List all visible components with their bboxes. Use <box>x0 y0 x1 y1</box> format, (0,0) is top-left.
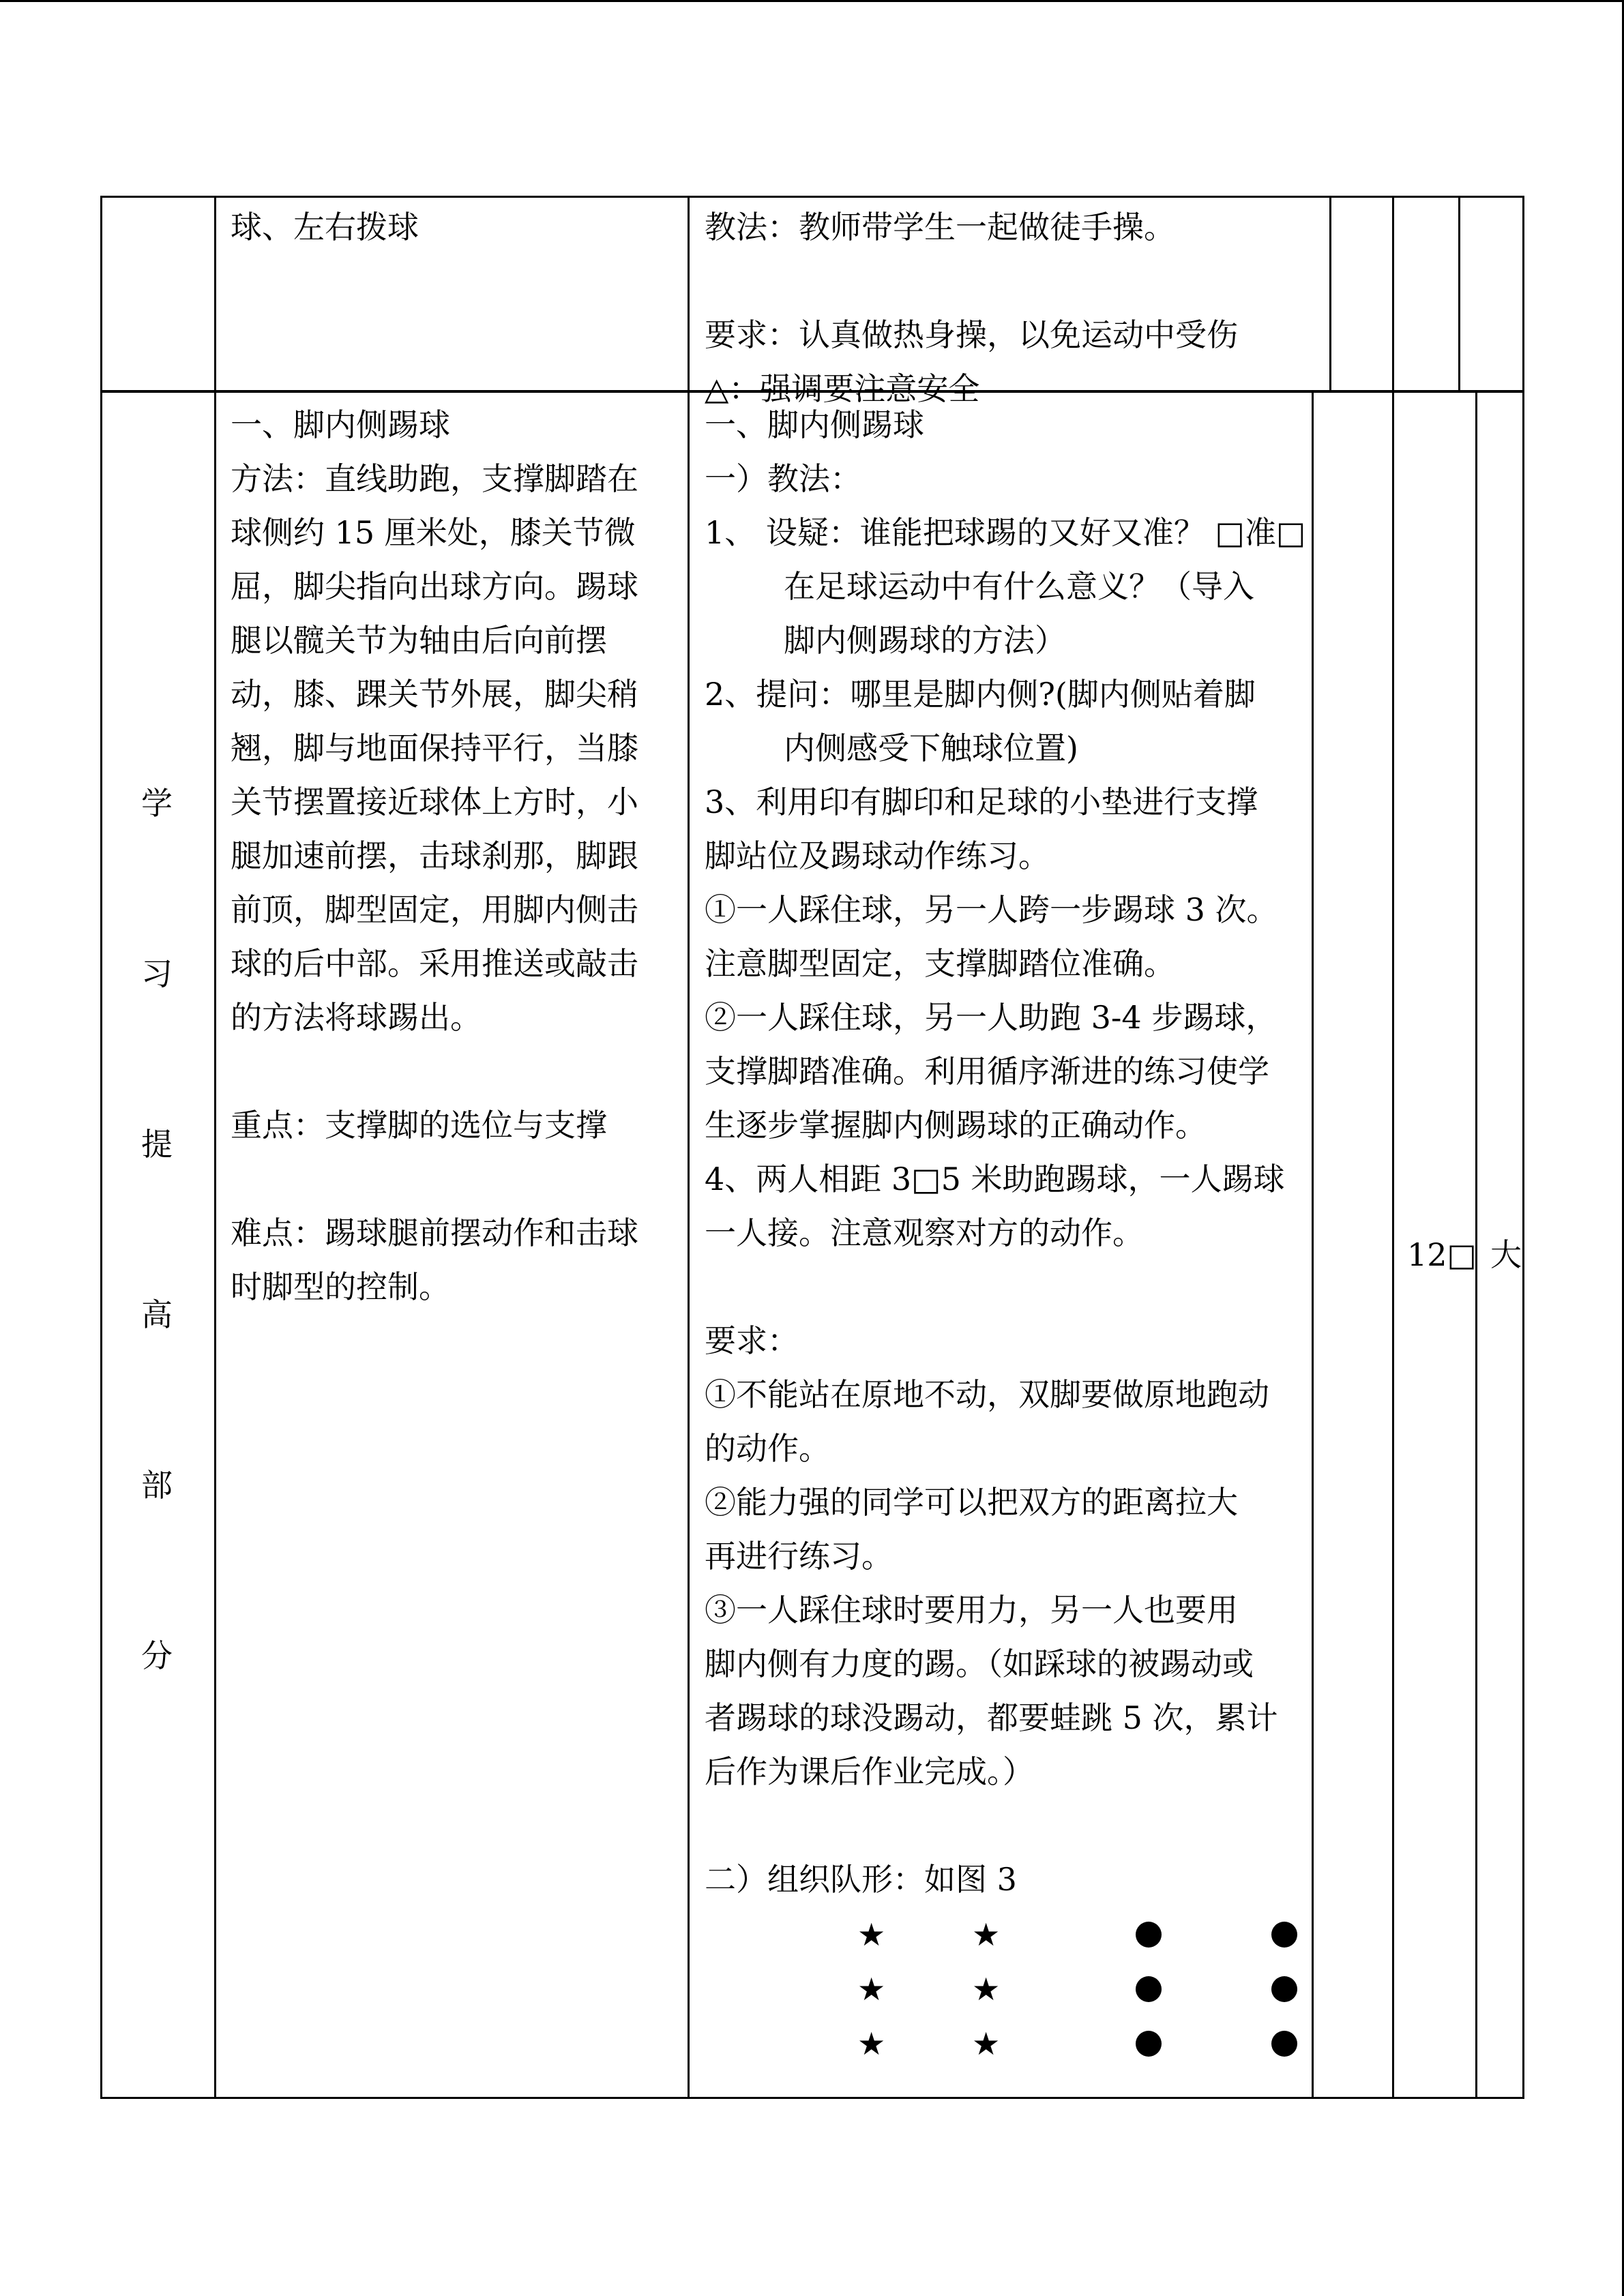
content-line: 翘，脚与地面保持平行，当膝 <box>231 730 638 766</box>
column-divider <box>1312 393 1314 2097</box>
method-line: 支撑脚踏准确。利用循序渐进的练习使学 <box>705 1053 1269 1090</box>
content-line: 一、脚内侧踢球 <box>231 406 450 443</box>
intensity-cell: 大 <box>1490 1236 1522 1273</box>
method-line: 要求：认真做热身操，以免运动中受伤 <box>705 316 1238 353</box>
column-divider <box>214 393 216 2097</box>
section-label-char: 习 <box>141 955 173 992</box>
method-line: △：强调要注意安全 <box>705 370 980 407</box>
formation-dot <box>1136 1922 1162 1948</box>
content-line: 时脚型的控制。 <box>231 1268 450 1305</box>
method-line: 2、提问：哪里是脚内侧?(脚内侧贴着脚 <box>705 676 1256 713</box>
column-divider <box>1329 198 1331 390</box>
content-line: 前顶，脚型固定，用脚内侧击 <box>231 891 638 928</box>
method-line <box>705 1799 1305 1853</box>
formation-dot <box>1271 1922 1297 1948</box>
method-line: 脚内侧踢球的方法） <box>784 622 1066 659</box>
lesson-plan-table <box>100 196 1524 2099</box>
column-divider <box>688 393 690 2097</box>
section-label-char: 提 <box>141 1126 173 1163</box>
content-line <box>231 1045 638 1099</box>
content-line: 关节摆置接近球体上方时，小 <box>231 784 638 820</box>
column-divider <box>688 198 690 390</box>
method-line: 一人接。注意观察对方的动作。 <box>705 1214 1144 1251</box>
method-line: 在足球运动中有什么意义？（导入 <box>784 568 1254 605</box>
formation-star: ★ <box>857 1971 886 2008</box>
method-line: 内侧感受下触球位置) <box>784 730 1078 766</box>
content-line: 球侧约 15 厘米处，膝关节微 <box>231 514 636 551</box>
section-label-char: 高 <box>141 1296 173 1333</box>
method-line: 二）组织队形：如图 3 <box>705 1861 1017 1898</box>
section-label-char: 部 <box>141 1467 173 1504</box>
method-line: ②一人踩住球，另一人助跑 3-4 步踢球， <box>705 999 1278 1036</box>
formation-dot <box>1271 1976 1297 2002</box>
content-line <box>231 1152 638 1206</box>
content-line: 屈，脚尖指向出球方向。踢球 <box>231 568 638 605</box>
content-cell <box>231 398 638 1314</box>
method-line <box>705 1260 1305 1314</box>
formation-star: ★ <box>857 1916 886 1953</box>
content-line: 动，膝、踝关节外展，脚尖稍 <box>231 676 638 713</box>
method-line: 一）教法： <box>705 460 861 497</box>
method-line: 生逐步掌握脚内侧踢球的正确动作。 <box>705 1107 1207 1144</box>
time-cell: 12□ <box>1407 1236 1477 1273</box>
method-line: 4、两人相距 3□5 米助跑踢球，一人踢球 <box>705 1161 1285 1197</box>
method-line: ①不能站在原地不动，双脚要做原地跑动 <box>705 1376 1269 1413</box>
column-divider <box>1392 198 1394 390</box>
column-divider <box>1458 198 1460 390</box>
method-line: 再进行练习。 <box>705 1538 893 1575</box>
section-label-char: 分 <box>141 1637 173 1674</box>
method-line: ③一人踩住球时要用力，另一人也要用 <box>705 1592 1238 1628</box>
method-line <box>705 254 1238 308</box>
formation-dot <box>1271 2031 1297 2057</box>
method-line: 的动作。 <box>705 1430 830 1467</box>
content-line: 腿加速前摆，击球刹那，脚跟 <box>231 837 638 874</box>
formation-diagram <box>857 1916 1335 2083</box>
method-cell <box>705 398 1305 1907</box>
method-line: 注意脚型固定，支撑脚踏位准确。 <box>705 945 1175 982</box>
method-line: 一、脚内侧踢球 <box>705 406 924 443</box>
method-line: ①一人踩住球，另一人跨一步踢球 3 次。 <box>705 891 1278 928</box>
content-line: 方法：直线助跑，支撑脚踏在 <box>231 460 638 497</box>
method-line: 1、 设疑：谁能把球踢的又好又准？ □准□ <box>705 514 1306 551</box>
method-line: ②能力强的同学可以把双方的距离拉大 <box>705 1484 1238 1521</box>
formation-star: ★ <box>857 2025 886 2062</box>
table-row-learning <box>100 393 1524 2099</box>
section-label-char: 学 <box>141 785 173 822</box>
formation-star: ★ <box>972 1916 1001 1953</box>
page-top-border <box>0 0 1624 2</box>
formation-dot <box>1136 2031 1162 2057</box>
content-line: 球的后中部。采用推送或敲击 <box>231 945 638 982</box>
content-line: 难点：踢球腿前摆动作和击球 <box>231 1214 638 1251</box>
content-line: 的方法将球踢出。 <box>231 999 482 1036</box>
method-line: 教法：教师带学生一起做徒手操。 <box>705 209 1175 245</box>
content-line: 腿以髋关节为轴由后向前摆 <box>231 622 607 659</box>
column-divider <box>214 198 216 390</box>
method-cell <box>705 200 1238 416</box>
table-row-warmup <box>100 196 1524 407</box>
method-line: 后作为课后作业完成。） <box>705 1753 1034 1790</box>
formation-star: ★ <box>972 2025 1001 2062</box>
formation-dot <box>1136 1976 1162 2002</box>
formation-star: ★ <box>972 1971 1001 2008</box>
method-line: 者踢球的球没踢动，都要蛙跳 5 次，累计 <box>705 1699 1278 1736</box>
content-line: 重点：支撑脚的选位与支撑 <box>231 1107 607 1144</box>
method-line: 要求： <box>705 1322 799 1359</box>
method-line: 脚站位及踢球动作练习。 <box>705 837 1050 874</box>
content-cell-text: 球、左右拨球 <box>231 209 419 245</box>
column-divider <box>1392 393 1394 2097</box>
method-line: 3、利用印有脚印和足球的小垫进行支撑 <box>705 784 1258 820</box>
method-line: 脚内侧有力度的踢。（如踩球的被踢动或 <box>705 1645 1254 1682</box>
